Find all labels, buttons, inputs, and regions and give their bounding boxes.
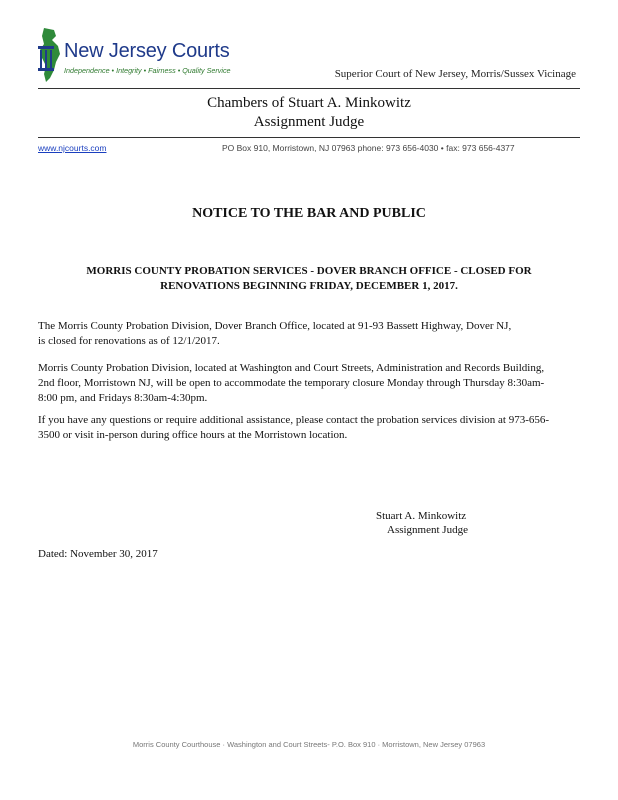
signature-title: Assignment Judge — [387, 524, 468, 536]
paragraph-line: The Morris County Probation Division, Dover Branch Office, located at 91-93 Bassett Highway, Dover NJ, — [38, 320, 512, 332]
notice-subject — [40, 264, 578, 294]
paragraph-line: 2nd floor, Morristown NJ, will be open to accommodate the temporary closure Monday through Thursday 8:30am- — [38, 377, 545, 389]
header-divider-bottom — [38, 137, 580, 138]
nj-courts-logo — [36, 26, 246, 84]
chambers-name: Chambers of Stuart A. Minkowitz — [207, 95, 411, 111]
logo-title: New Jersey Courts — [64, 40, 230, 62]
chambers-role: Assignment Judge — [253, 114, 365, 130]
date-line: Dated: November 30, 2017 — [38, 548, 158, 560]
paragraph-line: 3500 or visit in-person during office hours at the Morristown location. — [38, 429, 348, 441]
paragraph-line: 8:00 pm, and Fridays 8:30am-4:30pm. — [38, 392, 208, 404]
signature-block — [376, 509, 468, 537]
website-link[interactable]: www.njcourts.com — [38, 143, 107, 153]
paragraph-contact — [38, 413, 584, 443]
notice-title: NOTICE TO THE BAR AND PUBLIC — [192, 206, 426, 221]
subject-line: RENOVATIONS BEGINNING FRIDAY, DECEMBER 1, 2017. — [160, 280, 458, 292]
signature-name: Stuart A. Minkowitz — [376, 510, 467, 522]
logo-tagline: Independence • Integrity • Fairness • Quality Service — [64, 66, 231, 75]
paragraph-line: If you have any questions or require additional assistance, please contact the probation services division at 973-656- — [38, 414, 550, 426]
paragraph-closure — [38, 319, 584, 349]
contact-info: PO Box 910, Morristown, NJ 07963 phone: 973 656-4030 • fax: 973 656-4377 — [222, 143, 515, 153]
paragraph-line: Morris County Probation Division, located at Washington and Court Streets, Administration and Records Building, — [38, 362, 545, 374]
header-divider-top — [38, 88, 580, 89]
chambers-heading — [0, 94, 618, 132]
vicinage-label: Superior Court of New Jersey, Morris/Sussex Vicinage — [334, 68, 576, 80]
nj-state-outline-icon — [36, 26, 62, 84]
page-footer: Morris County Courthouse · Washington and Court Streets- P.O. Box 910 · Morristown, New Jersey 07963 — [132, 740, 486, 749]
subject-line: MORRIS COUNTY PROBATION SERVICES - DOVER BRANCH OFFICE - CLOSED FOR — [86, 265, 532, 277]
paragraph-line: is closed for renovations as of 12/1/2017. — [38, 335, 220, 347]
paragraph-alternate-location — [38, 361, 584, 406]
